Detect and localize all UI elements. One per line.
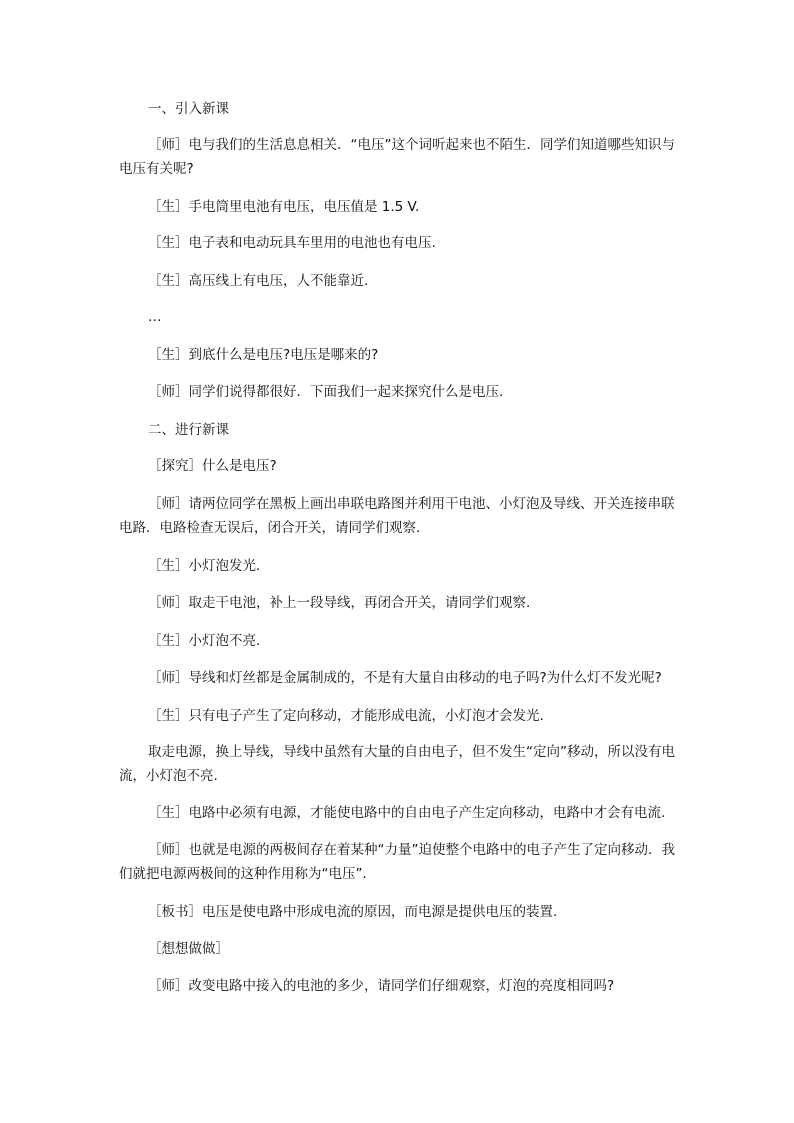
paragraph-student-3: ［生］高压线上有电压，人不能靠近.	[148, 273, 369, 289]
paragraph-student-8: ［生］电路中必须有电源，才能使电路中的自由电子产生定向移动，电路中才会有电流.	[148, 805, 666, 821]
paragraph-student-2: ［生］电子表和电动玩具车里用的电池也有电压.	[148, 235, 436, 251]
paragraph-student-7: ［生］只有电子产生了定向移动，才能形成电流，小灯泡才会发光.	[148, 708, 544, 724]
section-heading-new: 二、进行新课	[148, 422, 229, 438]
paragraph-teacher-4: ［师］取走干电池，补上一段导线，再闭合开关，请同学们观察.	[148, 595, 531, 611]
paragraph-board: ［板书］电压是使电路中形成电流的原因，而电源是提供电压的装置.	[148, 904, 558, 920]
paragraph-explore: ［探究］什么是电压?	[148, 458, 277, 474]
paragraph-teacher-5: ［师］导线和灯丝都是金属制成的，不是有大量自由移动的电子吗?为什么灯不发光呢?	[148, 670, 662, 686]
paragraph-student-5: ［生］小灯泡发光.	[148, 558, 261, 574]
paragraph-student-4: ［生］到底什么是电压?电压是哪来的?	[148, 347, 379, 363]
paragraph-student-1: ［生］手电筒里电池有电压，电压值是 1.5 V.	[148, 199, 420, 215]
section-heading-intro: 一、引入新课	[148, 101, 229, 117]
paragraph-think-do: ［想想做做］	[148, 941, 229, 957]
paragraph-teacher-intro: ［师］电与我们的生活息息相关．“电压”这个词听起来也不陌生．同学们知道哪些知识与电压有关呢?	[119, 137, 675, 177]
paragraph-teacher-7: ［师］改变电路中接入的电池的多少，请同学们仔细观察，灯泡的亮度相同吗?	[148, 978, 615, 994]
paragraph-teacher-6: ［师］也就是电源的两极间存在着某种“力量”迫使整个电路中的电子产生了定向移动．我们就把电源两极间的这种作用称为“电压”．	[119, 842, 675, 882]
paragraph-teacher-2: ［师］同学们说得都很好．下面我们一起来探究什么是电压.	[148, 384, 504, 400]
paragraph-student-6: ［生］小灯泡不亮.	[148, 633, 261, 649]
paragraph-explanation: 取走电源，换上导线，导线中虽然有大量的自由电子，但不发生“定向”移动，所以没有电流，小灯泡不亮.	[119, 744, 675, 784]
paragraph-teacher-3: ［师］请两位同学在黑板上画出串联电路图并利用干电池、小灯泡及导线、开关连接串联电路．电路检查无误后，闭合开关，请同学们观察.	[119, 496, 675, 536]
paragraph-ellipsis: …	[148, 309, 162, 325]
